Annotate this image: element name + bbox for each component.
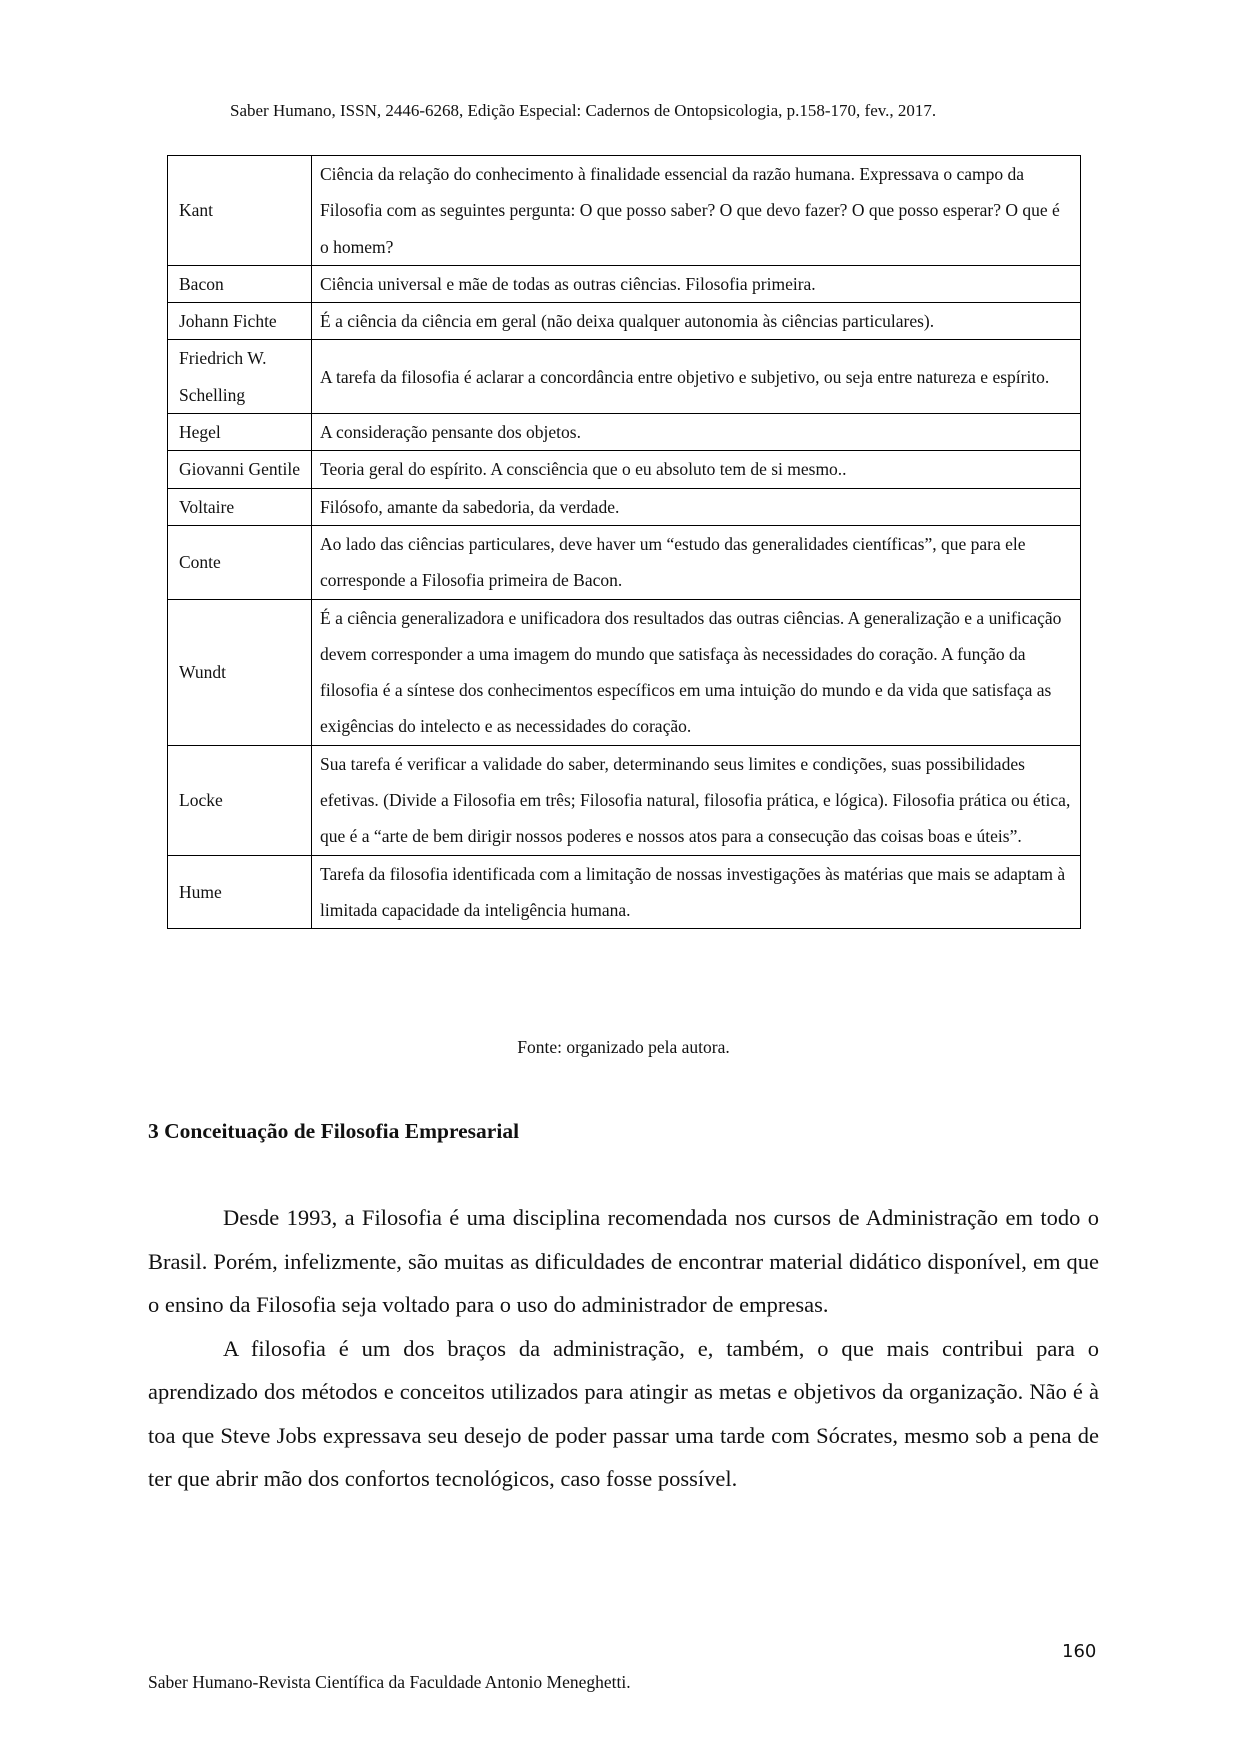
- author-cell: Kant: [168, 156, 312, 266]
- concept-cell: Ao lado das ciências particulares, deve haver um “estudo das generalidades científicas”, que para ele corresponde a Filosofia primeira de Bacon.: [312, 525, 1081, 599]
- paragraph: A filosofia é um dos braços da administração, e, também, o que mais contribui para o aprendizado dos métodos e conceitos utilizados para atingir as metas e objetivos da organização. Não é à toa que Steve Jobs expressava seu desejo de poder passar uma tarde com Sócrates, mesmo sob a pena de ter que abrir mão dos confortos tecnológicos, caso fosse possível.: [148, 1335, 1099, 1491]
- concept-cell: Ciência universal e mãe de todas as outras ciências. Filosofia primeira.: [312, 265, 1081, 302]
- section-body: [148, 1196, 1099, 1501]
- table-source-note: Fonte: organizado pela autora.: [517, 1037, 730, 1057]
- concept-cell: Tarefa da filosofia identificada com a limitação de nossas investigações às matérias que mais se adaptam à limitada capacidade da inteligência humana.: [312, 855, 1081, 929]
- table-row: [168, 265, 1081, 302]
- paragraph: Desde 1993, a Filosofia é uma disciplina recomendada nos cursos de Administração em todo o Brasil. Porém, infelizmente, são muitas as dificuldades de encontrar material didático disponível, em que o ensino da Filosofia seja voltado para o uso do administrador de empresas.: [148, 1205, 1099, 1317]
- table-row: [168, 414, 1081, 451]
- table-row: [168, 745, 1081, 855]
- author-cell: Bacon: [168, 265, 312, 302]
- author-cell: Giovanni Gentile: [168, 451, 312, 488]
- concept-cell: Sua tarefa é verificar a validade do saber, determinando seus limites e condições, suas possibilidades efetivas. (Divide a Filosofia em três; Filosofia natural, filosofia prática, e lógica). Filosofia prática ou ética, que é a “arte de bem dirigir nossos poderes e nossos atos para a consecução das coisas boas e úteis”.: [312, 745, 1081, 855]
- concept-cell: É a ciência generalizadora e unificadora dos resultados das outras ciências. A generalização e a unificação devem corresponder a uma imagem do mundo que satisfaça às necessidades do coração. A função da filosofia é a síntese dos conhecimentos específicos em uma intuição do mundo e da vida que satisfaça as exigências do intelecto e as necessidades do coração.: [312, 599, 1081, 745]
- author-cell: Locke: [168, 745, 312, 855]
- table-row: [168, 303, 1081, 340]
- table-row: [168, 451, 1081, 488]
- philosophy-concepts-table: [167, 155, 1081, 929]
- author-cell: Friedrich W. Schelling: [168, 340, 312, 414]
- table-row: [168, 488, 1081, 525]
- concept-cell: A consideração pensante dos objetos.: [312, 414, 1081, 451]
- author-cell: Voltaire: [168, 488, 312, 525]
- page-number: 160: [1062, 1641, 1097, 1662]
- author-cell: Hume: [168, 855, 312, 929]
- author-cell: Conte: [168, 525, 312, 599]
- journal-footer: Saber Humano-Revista Científica da Faculdade Antonio Meneghetti.: [148, 1672, 631, 1692]
- running-header: Saber Humano, ISSN, 2446-6268, Edição Especial: Cadernos de Ontopsicologia, p.158-170, fev., 2017.: [230, 101, 937, 120]
- author-cell: Hegel: [168, 414, 312, 451]
- table-row: [168, 156, 1081, 266]
- concept-cell: É a ciência da ciência em geral (não deixa qualquer autonomia às ciências particulares).: [312, 303, 1081, 340]
- concept-cell: A tarefa da filosofia é aclarar a concordância entre objetivo e subjetivo, ou seja entre natureza e espírito.: [312, 340, 1081, 414]
- concept-cell: Ciência da relação do conhecimento à finalidade essencial da razão humana. Expressava o campo da Filosofia com as seguintes pergunta: O que posso saber? O que devo fazer? O que posso esperar? O que é o homem?: [312, 156, 1081, 266]
- author-cell: Wundt: [168, 599, 312, 745]
- table-row: [168, 599, 1081, 745]
- concept-cell: Teoria geral do espírito. A consciência que o eu absoluto tem de si mesmo..: [312, 451, 1081, 488]
- section-heading: 3 Conceituação de Filosofia Empresarial: [148, 1119, 520, 1143]
- table-row: [168, 340, 1081, 414]
- concept-cell: Filósofo, amante da sabedoria, da verdade.: [312, 488, 1081, 525]
- table-row: [168, 855, 1081, 929]
- author-cell: Johann Fichte: [168, 303, 312, 340]
- table-row: [168, 525, 1081, 599]
